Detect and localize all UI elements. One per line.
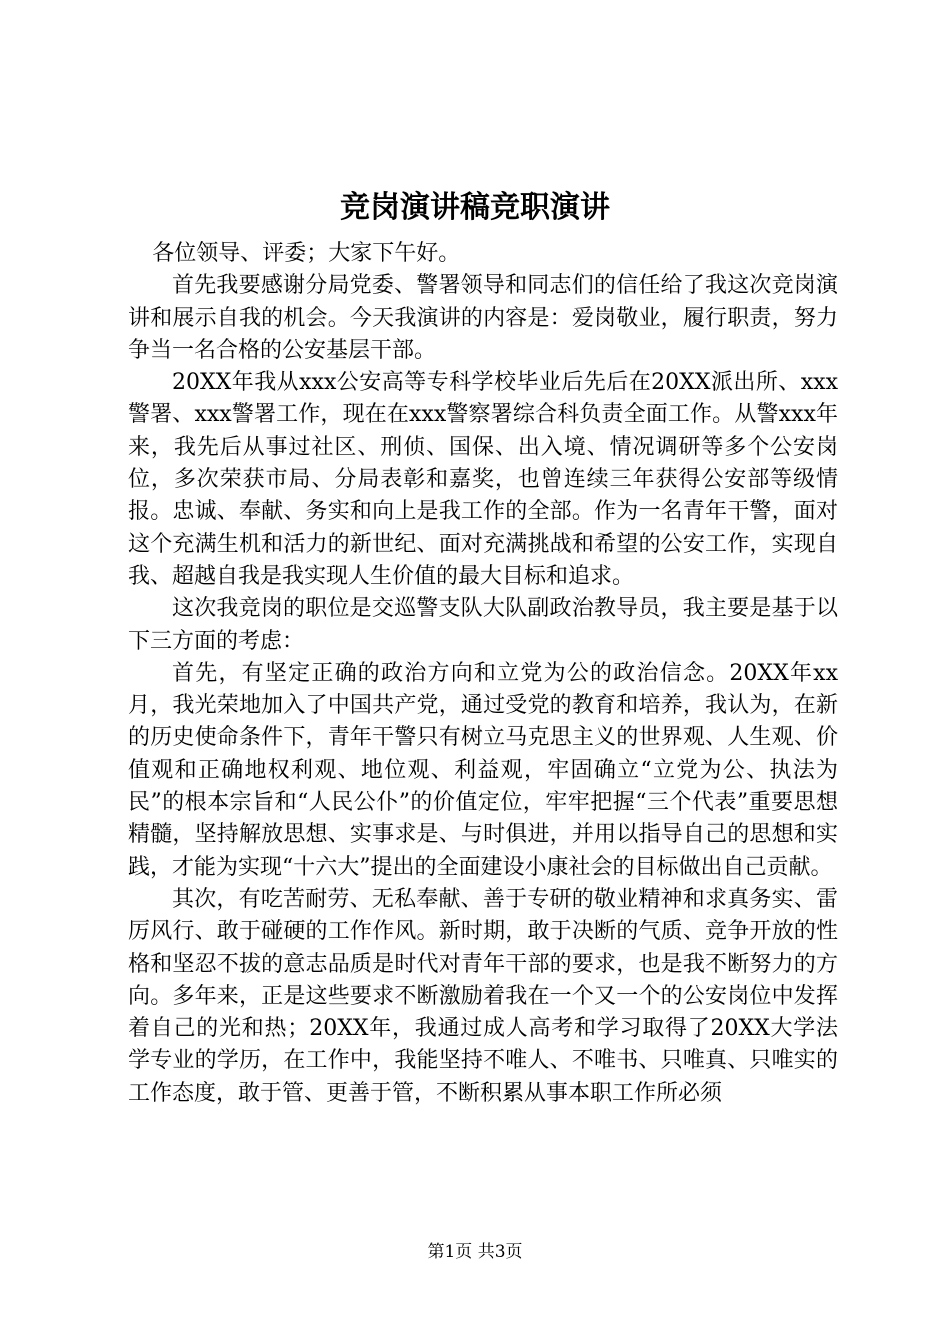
paragraph-salutation: 各位领导、评委；大家下午好。: [152, 241, 461, 266]
paragraph-first-reason: 首先，有坚定正确的政治方向和立党为公的政治信念。20XX年xx月，我光荣地加入了中国共产党，通过受党的教育和培养，我认为，在新的历史使命条件下，青年干警只有树立马克思主义的世界观、人生观、价值观和正确地权利观、地位观、利益观，牢固确立“立党为公、执法为民”的根本宗旨和“人民公仆”的价值定位，牢牢把握“三个代表”重要思想精髓，坚持解放思想、实事求是、与时俱进，并用以指导自己的思想和实践，才能为实现“十六大”提出的全面建设小康社会的目标做出自己贡献。: [128, 660, 838, 880]
document-title: 竞岗演讲稿竞职演讲: [340, 190, 610, 225]
paragraph-position: 这次我竞岗的职位是交巡警支队大队副政治教导员，我主要是基于以下三方面的考虑：: [128, 596, 838, 654]
paragraph-background: 20XX年我从xxx公安高等专科学校毕业后先后在20XX派出所、xxx警署、xxx警署工作，现在在xxx警察署综合科负责全面工作。从警xxx年来，我先后从事过社区、刑侦、国保、出入境、情况调研等多个公安岗位，多次荣获市局、分局表彰和嘉奖，也曾连续三年获得公安部等级情报。忠诚、奉献、务实和向上是我工作的全部。作为一名青年干警，面对这个充满生机和活力的新世纪、面对充满挑战和希望的公安工作，实现自我、超越自我是我实现人生价值的最大目标和追求。: [128, 370, 838, 589]
paragraph-thanks: 首先我要感谢分局党委、警署领导和同志们的信任给了我这次竞岗演讲和展示自我的机会。今天我演讲的内容是：爱岗敬业，履行职责，努力争当一名合格的公安基层干部。: [128, 273, 838, 363]
document-body: [128, 238, 838, 1110]
paragraph-second-reason: 其次，有吃苦耐劳、无私奉献、善于专研的敬业精神和求真务实、雷厉风行、敢于碰硬的工作作风。新时期，敢于决断的气质、竞争开放的性格和坚忍不拔的意志品质是时代对青年干部的要求，也是我不断努力的方向。多年来，正是这些要求不断激励着我在一个又一个的公安岗位中发挥着自己的光和热；20XX年，我通过成人高考和学习取得了20XX大学法学专业的学历，在工作中，我能坚持不唯人、不唯书、只唯真、只唯实的工作态度，敢于管、更善于管，不断积累从事本职工作所必须: [128, 886, 838, 1106]
page-footer: 第1页 共3页: [427, 1242, 523, 1262]
